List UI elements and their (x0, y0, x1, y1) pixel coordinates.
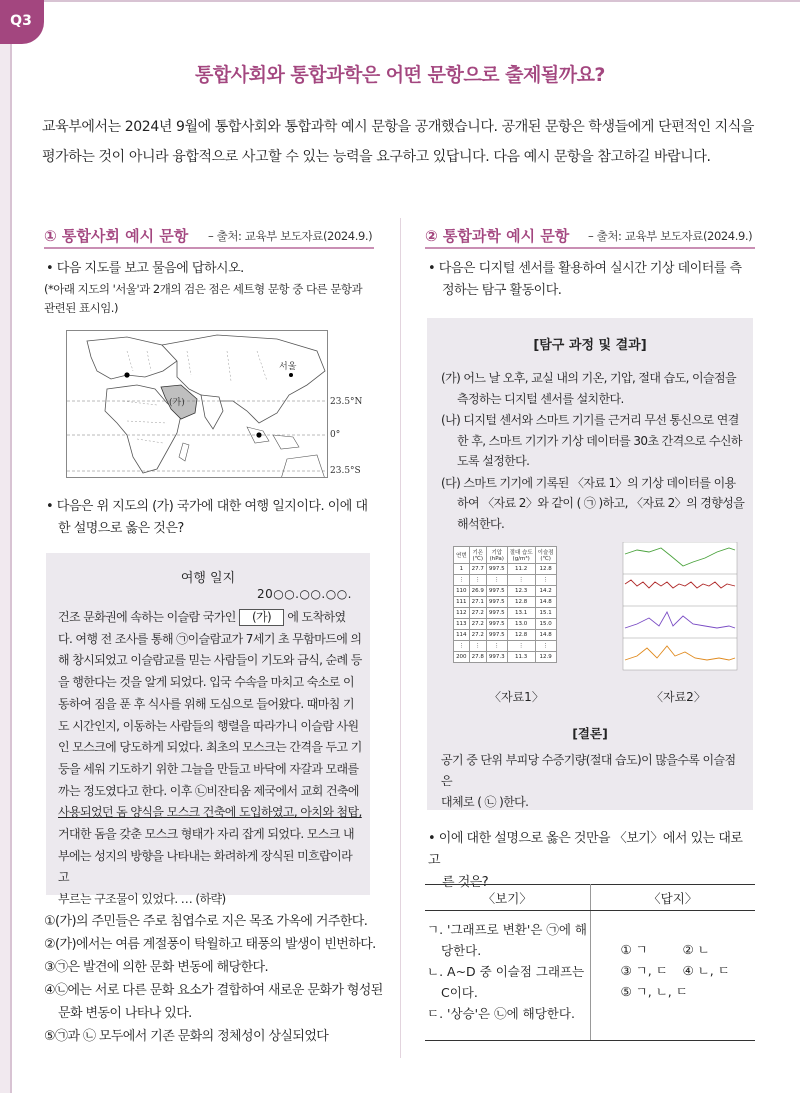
table-row (454, 597, 557, 608)
table-row (454, 630, 557, 641)
world-map (66, 330, 328, 478)
choice-4[interactable]: ④㉡에는 서로 다른 문화 요소가 결합하여 새로운 문화가 형성된 문화 변동이 나타나 있다. (44, 983, 383, 1021)
table-row (454, 641, 557, 652)
question-line: • 다음은 위 지도의 (가) 국가에 대한 여행 일지이다. 이에 대 (46, 499, 368, 514)
diary-text: 건조 문화권에 속하는 이슬람 국가인 (58, 610, 236, 624)
table-cell: 27.1 (469, 597, 486, 608)
table-cell: 997.3 (486, 652, 507, 663)
table-cell: 15.0 (535, 619, 556, 630)
travel-diary-box (46, 553, 370, 907)
conclusion-text (441, 750, 745, 814)
table-cell: 절대 습도 (g/m³) (507, 547, 535, 564)
table-cell: 997.5 (486, 608, 507, 619)
table-cell: 997.5 (486, 586, 507, 597)
table-cell: 111 (454, 597, 470, 608)
social-choices (44, 910, 384, 1048)
caption-data-2: 〈자료2〉 (651, 690, 706, 704)
diary-line (58, 607, 362, 629)
dapji-list (590, 911, 755, 1041)
table-cell: 기온 (℃) (469, 547, 486, 564)
table-cell: 27.7 (469, 564, 486, 575)
diary-title: 여행 일지 (180, 571, 236, 586)
table-cell: 13.1 (507, 608, 535, 619)
bogi-dapji-table (425, 884, 755, 1041)
question-line: 한 설명으로 옳은 것은? (58, 521, 184, 536)
table-cell: 27.2 (469, 630, 486, 641)
social-question (46, 496, 386, 540)
social-instruction: • 다음 지도를 보고 물음에 답하시오. (46, 261, 244, 276)
diary-date: 20○○.○○.○○. (256, 587, 352, 601)
table-cell: 12.3 (507, 586, 535, 597)
table-cell: 기압 (hPa) (486, 547, 507, 564)
answer-option-3[interactable]: ③ ㄱ, ㄷ (620, 963, 668, 978)
table-row (454, 586, 557, 597)
diary-line: 해 창시되었고 이슬람교를 믿는 사람들이 기도와 금식, 순례 등 (58, 653, 362, 668)
diary-body (58, 607, 362, 911)
social-heading: ① 통합사회 예시 문항 (44, 227, 189, 245)
social-note (44, 280, 384, 318)
choice-3[interactable]: ③㉠은 발견에 의한 문화 변동에 해당한다. (44, 960, 269, 975)
social-heading-rule (44, 247, 374, 249)
table-cell: 14.8 (535, 630, 556, 641)
note-line: (*아래 지도의 '서울'과 2개의 검은 점은 세트형 문항 중 다른 문항과 (44, 282, 363, 296)
diary-line: 을 행한다는 것을 알게 되었다. 입국 수속을 마치고 숙소로 이 (58, 675, 354, 690)
question-badge: Q3 (0, 0, 44, 44)
inquiry-step: (가) 어느 날 오후, 교실 내의 기온, 기압, 절대 습도, 이슬점을 측정하는 디지털 센서를 설치한다. (441, 371, 736, 406)
table-cell: ⋮ (469, 641, 486, 652)
bogi-header: 〈보기〉 (425, 885, 590, 911)
diary-line: 둥을 세워 기도하기 위한 그늘을 만들고 바닥에 자갈과 모래를 (58, 761, 359, 776)
table-cell: 11.2 (507, 564, 535, 575)
instruction-line: 정하는 탐구 활동이다. (442, 283, 562, 298)
data-table-1 (453, 546, 557, 663)
table-cell: ⋮ (486, 641, 507, 652)
intro-text (42, 112, 762, 172)
social-source: – 출처: 교육부 보도자료(2024.9.) (208, 229, 373, 243)
table-cell: 112 (454, 608, 470, 619)
table-cell: 연번 (454, 547, 470, 564)
diary-line: 동하여 짐을 푼 후 식사를 위해 도심으로 들어왔다. 때마침 기 (58, 696, 354, 711)
page-title: 통합사회와 통합과학은 어떤 문항으로 출제될까요? (195, 64, 605, 86)
table-cell: ⋮ (507, 575, 535, 586)
science-heading: ② 통합과학 예시 문항 (425, 227, 570, 245)
answer-option-1[interactable]: ① ㄱ (620, 942, 648, 957)
table-cell: 14.2 (535, 586, 556, 597)
table-cell: 11.3 (507, 652, 535, 663)
dapji-row (621, 939, 756, 960)
dapji-row (621, 981, 756, 1002)
choice-1[interactable]: ①(가)의 주민들은 주로 침엽수로 지은 목조 가옥에 거주한다. (44, 914, 368, 929)
table-cell: 이슬점 (℃) (535, 547, 556, 564)
table-cell: 12.9 (535, 652, 556, 663)
table-cell: 27.8 (469, 652, 486, 663)
chart-data-2 (613, 542, 741, 680)
table-cell: 26.9 (469, 586, 486, 597)
question-line: • 이에 대한 설명으로 옳은 것만을 〈보기〉에서 있는 대로 고 (428, 831, 743, 868)
table-cell: 15.1 (535, 608, 556, 619)
diary-line: 까는 정도였다고 한다. 이후 ㉡비잔티움 제국에서 교회 건축에 (58, 783, 359, 798)
conclusion-heading: [결론] (572, 726, 608, 741)
intro-line: 평가하는 것이 아니라 융합적으로 사고할 수 있는 능력을 요구하고 있답니다. 다음 예시 문항을 참고하길 바랍니다. (42, 149, 711, 165)
choice-2[interactable]: ②(가)에서는 여름 계절풍이 탁월하고 태풍의 발생이 빈번하다. (44, 937, 376, 952)
table-cell: ⋮ (454, 641, 470, 652)
table-cell: 997.5 (486, 630, 507, 641)
answer-option-4[interactable]: ④ ㄴ, ㄷ (682, 963, 730, 978)
table-cell: 110 (454, 586, 470, 597)
diary-text: 에 도착하였 (287, 610, 346, 624)
choice-5[interactable]: ⑤㉠과 ㉡ 모두에서 기존 문화의 정체성이 상실되었다 (44, 1029, 329, 1044)
table-cell: ⋮ (535, 575, 556, 586)
table-cell: 12.8 (507, 597, 535, 608)
map-label-ga: (가) (169, 398, 185, 408)
table-cell: ⋮ (535, 641, 556, 652)
intro-line: 교육부에서는 2024년 9월에 통합사회와 통합과학 예시 문항을 공개했습니다. 공개된 문항은 학생들에게 단편적인 지식을 (42, 119, 755, 135)
bogi-item: ㄱ. '그래프로 변환'은 ㉠에 해당한다. (427, 922, 587, 958)
table-cell: 114 (454, 630, 470, 641)
diary-line: 도 시간인지, 이동하는 사람들의 행렬을 따라가니 이슬람 사원 (58, 718, 359, 733)
table-row (454, 564, 557, 575)
table-cell: 13.0 (507, 619, 535, 630)
conclusion-line: 대체로 ( ㉡ )한다. (441, 795, 529, 809)
question-line: 른 것은? (442, 875, 489, 890)
bogi-item: ㄷ. '상승'은 ㉡에 해당한다. (427, 1006, 575, 1021)
table-cell: ⋮ (454, 575, 470, 586)
map-graphic (67, 331, 328, 478)
table-cell: 997.5 (486, 564, 507, 575)
lat-label-equator: 0° (330, 430, 341, 440)
table-cell: ⋮ (486, 575, 507, 586)
table-cell: 27.2 (469, 608, 486, 619)
science-instruction (428, 258, 758, 302)
table-row (454, 575, 557, 586)
inquiry-box (427, 318, 753, 810)
diary-line: 다. 여행 전 조사를 통해 ㉠이슬람교가 7세기 초 무함마드에 의 (58, 631, 362, 646)
diary-line: 부에는 성지의 방향을 나타내는 화려하게 장식된 미흐랍이라고 (58, 848, 353, 885)
map-label-seoul: 서울 (279, 362, 297, 372)
bogi-item: ㄴ. A~D 중 이슬점 그래프는 C이다. (427, 964, 585, 1000)
table-cell: 113 (454, 619, 470, 630)
column-divider (400, 218, 401, 1058)
dapji-row (621, 960, 756, 981)
table-cell: 12.8 (507, 630, 535, 641)
note-line: 관련된 표시임.) (44, 301, 118, 315)
caption-data-1: 〈자료1〉 (489, 690, 544, 704)
answer-option-2[interactable]: ② ㄴ (682, 942, 710, 957)
conclusion-line: 공기 중 단위 부피당 수증기량(절대 습도)이 많을수록 이슬점은 (441, 753, 736, 788)
bogi-list (425, 911, 590, 1041)
lat-label-north: 23.5°N (330, 397, 363, 407)
answer-option-5[interactable]: ⑤ ㄱ, ㄴ, ㄷ (620, 984, 688, 999)
table-row (454, 652, 557, 663)
diary-blank: (가) (239, 609, 284, 626)
inquiry-step: (나) 디지털 센서와 스마트 기기를 근거리 무선 통신으로 연결한 후, 스마트 기기가 기상 데이터를 30초 간격으로 수신하도록 설정한다. (441, 413, 742, 468)
diary-line: 거대한 돔을 갖춘 모스크 형태가 자리 잡게 되었다. 모스크 내 (58, 827, 354, 842)
table-header-row (454, 547, 557, 564)
diary-line: 사용되었던 돔 양식을 모스크 건축에 도입하였고, 아치와 첨탑, (58, 805, 362, 820)
table-cell: 14.8 (535, 597, 556, 608)
table-cell: 200 (454, 652, 470, 663)
diary-line: 부르는 구조물이 있었다. … (하략) (58, 892, 226, 907)
inquiry-heading: [탐구 과정 및 결과] (533, 338, 647, 353)
table-cell: ⋮ (507, 641, 535, 652)
table-cell: 997.5 (486, 619, 507, 630)
table-cell: 1 (454, 564, 470, 575)
instruction-line: • 다음은 디지털 센서를 활용하여 실시간 기상 데이터를 측 (428, 261, 742, 276)
table-cell: ⋮ (469, 575, 486, 586)
table-row (454, 608, 557, 619)
inquiry-step: (다) 스마트 기기에 기록된 〈자료 1〉의 기상 데이터를 이용하여 〈자료 2〉와 같이 ( ㉠ )하고, 〈자료 2〉의 경향성을 해석한다. (441, 475, 745, 531)
table-cell: 12.8 (535, 564, 556, 575)
inquiry-steps (441, 368, 745, 535)
science-heading-rule (425, 247, 755, 249)
dapji-header: 〈답지〉 (590, 885, 755, 911)
science-source: – 출처: 교육부 보도자료(2024.9.) (588, 229, 753, 243)
lat-label-south: 23.5°S (330, 466, 361, 476)
table-cell: 27.2 (469, 619, 486, 630)
diary-line: 인 모스크에 당도하게 되었다. 최초의 모스크는 간격을 두고 기 (58, 740, 362, 755)
table-cell: 997.5 (486, 597, 507, 608)
table-row (454, 619, 557, 630)
